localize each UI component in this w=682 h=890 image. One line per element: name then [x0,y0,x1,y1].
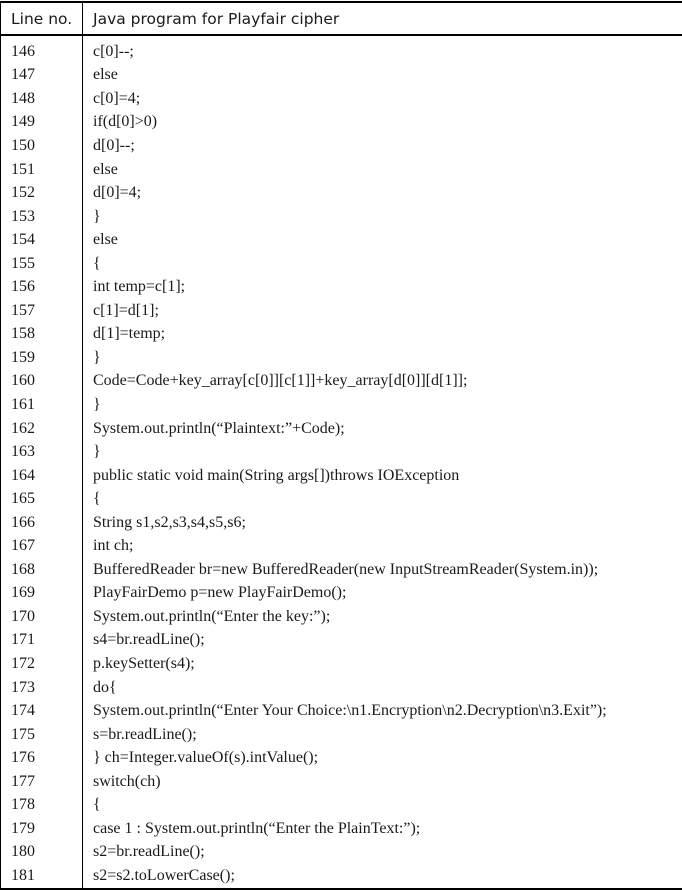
line-number-cell: 163 [1,440,83,464]
code-line-cell: d[0]--; [83,134,682,158]
line-number-cell: 154 [1,228,83,252]
table-row [1,841,682,865]
line-number-header: Line no. [1,2,83,35]
table-row [1,346,682,370]
line-number-cell: 176 [1,746,83,770]
code-line-cell: c[0]--; [83,35,682,64]
line-number-cell: 178 [1,794,83,818]
code-line-cell: } [83,440,682,464]
code-line-cell: c[0]=4; [83,87,682,111]
table-header [1,2,682,35]
table-row [1,87,682,111]
table-row [1,299,682,323]
line-number-cell: 180 [1,841,83,865]
code-line-cell: d[1]=temp; [83,323,682,347]
line-number-cell: 174 [1,699,83,723]
code-line-cell: s2=br.readLine(); [83,841,682,865]
code-line-cell: c[1]=d[1]; [83,299,682,323]
line-number-cell: 170 [1,605,83,629]
line-number-cell: 149 [1,111,83,135]
table-row [1,323,682,347]
line-number-cell: 159 [1,346,83,370]
code-line-cell: PlayFairDemo p=new PlayFairDemo(); [83,582,682,606]
table-row [1,558,682,582]
table-row [1,393,682,417]
code-line-cell: System.out.println(“Enter Your Choice:\n1.Encryption\n2.Decryption\n3.Exit”); [83,699,682,723]
table-row [1,417,682,441]
table-row [1,370,682,394]
code-line-cell: } ch=Integer.valueOf(s).intValue(); [83,746,682,770]
table-row [1,228,682,252]
line-number-cell: 156 [1,275,83,299]
code-line-cell: switch(ch) [83,770,682,794]
code-line-cell: { [83,487,682,511]
code-line-cell: d[0]=4; [83,181,682,205]
line-number-cell: 152 [1,181,83,205]
table-row [1,676,682,700]
line-number-cell: 158 [1,323,83,347]
table-row [1,534,682,558]
line-number-cell: 157 [1,299,83,323]
line-number-cell: 181 [1,864,83,889]
code-line-cell: System.out.println(“Plaintext:”+Code); [83,417,682,441]
table-row [1,629,682,653]
line-number-cell: 162 [1,417,83,441]
table-row [1,440,682,464]
line-number-cell: 172 [1,652,83,676]
line-number-cell: 147 [1,64,83,88]
line-number-cell: 167 [1,534,83,558]
line-number-cell: 146 [1,35,83,64]
table-row [1,111,682,135]
code-line-cell: if(d[0]>0) [83,111,682,135]
code-listing-table [0,1,682,890]
code-line-cell: } [83,346,682,370]
table-body [1,35,682,889]
table-row [1,794,682,818]
code-line-cell: { [83,794,682,818]
code-line-cell: case 1 : System.out.println(“Enter the PlainText:”); [83,817,682,841]
line-number-cell: 151 [1,158,83,182]
table-row [1,723,682,747]
line-number-cell: 164 [1,464,83,488]
code-line-cell: BufferedReader br=new BufferedReader(new InputStreamReader(System.in)); [83,558,682,582]
table-row [1,746,682,770]
code-line-cell: else [83,64,682,88]
code-line-cell: p.keySetter(s4); [83,652,682,676]
line-number-cell: 166 [1,511,83,535]
line-number-cell: 155 [1,252,83,276]
code-line-cell: } [83,205,682,229]
line-number-cell: 150 [1,134,83,158]
line-number-cell: 161 [1,393,83,417]
line-number-cell: 179 [1,817,83,841]
table-row [1,605,682,629]
table-row [1,158,682,182]
line-number-cell: 171 [1,629,83,653]
code-line-cell: } [83,393,682,417]
table-row [1,134,682,158]
code-line-cell: int ch; [83,534,682,558]
code-line-cell: s=br.readLine(); [83,723,682,747]
code-line-cell: int temp=c[1]; [83,275,682,299]
table-row [1,511,682,535]
line-number-cell: 177 [1,770,83,794]
code-line-cell: System.out.println(“Enter the key:”); [83,605,682,629]
code-line-cell: public static void main(String args[])throws IOException [83,464,682,488]
table-row [1,205,682,229]
table-row [1,275,682,299]
line-number-cell: 160 [1,370,83,394]
line-number-cell: 148 [1,87,83,111]
table-row [1,487,682,511]
line-number-cell: 168 [1,558,83,582]
table-row [1,464,682,488]
table-row [1,652,682,676]
header-row [1,2,682,35]
line-number-cell: 173 [1,676,83,700]
line-number-cell: 175 [1,723,83,747]
table-row [1,864,682,889]
table-row [1,181,682,205]
table-row [1,817,682,841]
line-number-cell: 169 [1,582,83,606]
line-number-cell: 153 [1,205,83,229]
table-row [1,582,682,606]
code-line-cell: else [83,228,682,252]
table-row [1,699,682,723]
code-line-cell: do{ [83,676,682,700]
code-line-cell: s2=s2.toLowerCase(); [83,864,682,889]
table-row [1,64,682,88]
table-row [1,770,682,794]
line-number-cell: 165 [1,487,83,511]
program-header: Java program for Playfair cipher [83,2,682,35]
code-line-cell: s4=br.readLine(); [83,629,682,653]
code-line-cell: { [83,252,682,276]
code-line-cell: Code=Code+key_array[c[0]][c[1]]+key_array[d[0]][d[1]]; [83,370,682,394]
code-line-cell: else [83,158,682,182]
table-row [1,35,682,64]
code-line-cell: String s1,s2,s3,s4,s5,s6; [83,511,682,535]
table-row [1,252,682,276]
